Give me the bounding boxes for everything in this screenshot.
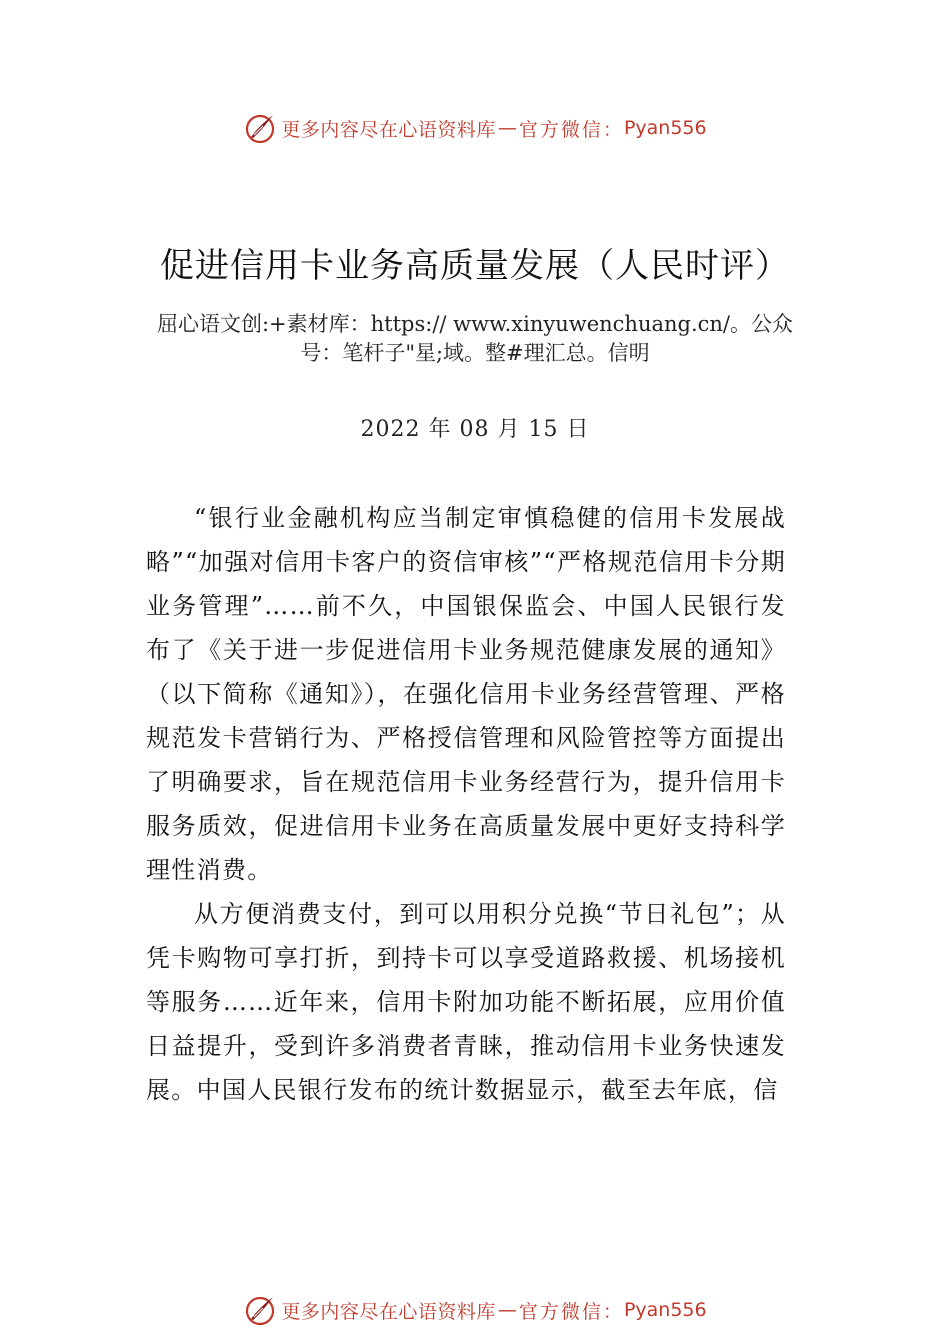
banner-wechat-label: 官方微信：	[518, 1300, 624, 1323]
header-banner	[0, 108, 950, 148]
footer-banner	[0, 1290, 950, 1330]
banner-wechat-label: 官方微信：	[518, 118, 624, 141]
article-title: 促进信用卡业务高质量发展（人民时评）	[160, 246, 790, 286]
quill-logo-icon	[243, 111, 277, 145]
banner-main-text: 更多内容尽在心语资料库	[281, 1300, 496, 1323]
article-source: 屈心语文创:+素材库：https:// www.xinyuwenchuang.cn/。公众号：笔杆子"星;域。整#理汇总。信明	[156, 312, 794, 365]
article-body	[146, 496, 786, 1112]
article-date: 2022 年 08 月 15 日	[360, 417, 590, 442]
paragraph: “银行业金融机构应当制定审慎稳健的信用卡发展战略”“加强对信用卡客户的资信审核”“严格规范信用卡分期业务管理”……前不久，中国银保监会、中国人民银行发布了《关于进一步促进信用卡业务规范健康发展的通知》（以下简称《通知》），在强化信用卡业务经营管理、严格规范发卡营销行为、严格授信管理和风险管控等方面提出了明确要求，旨在规范信用卡业务经营行为，提升信用卡服务质效，促进信用卡业务在高质量发展中更好支持科学理性消费。	[146, 504, 786, 884]
banner-wechat-id: Pyan556	[623, 1299, 707, 1321]
banner-dash: —	[497, 1299, 517, 1321]
banner-wechat-id: Pyan556	[623, 117, 707, 139]
paragraph: 从方便消费支付，到可以用积分兑换“节日礼包”；从凭卡购物可享打折，到持卡可以享受道路救援、机场接机等服务……近年来，信用卡附加功能不断拓展，应用价值日益提升，受到许多消费者青睐，推动信用卡业务快速发展。中国人民银行发布的统计数据显示，截至去年底，信	[146, 900, 786, 1104]
banner-main-text: 更多内容尽在心语资料库	[281, 118, 496, 141]
banner-dash: —	[497, 117, 517, 139]
quill-logo-icon	[243, 1293, 277, 1327]
